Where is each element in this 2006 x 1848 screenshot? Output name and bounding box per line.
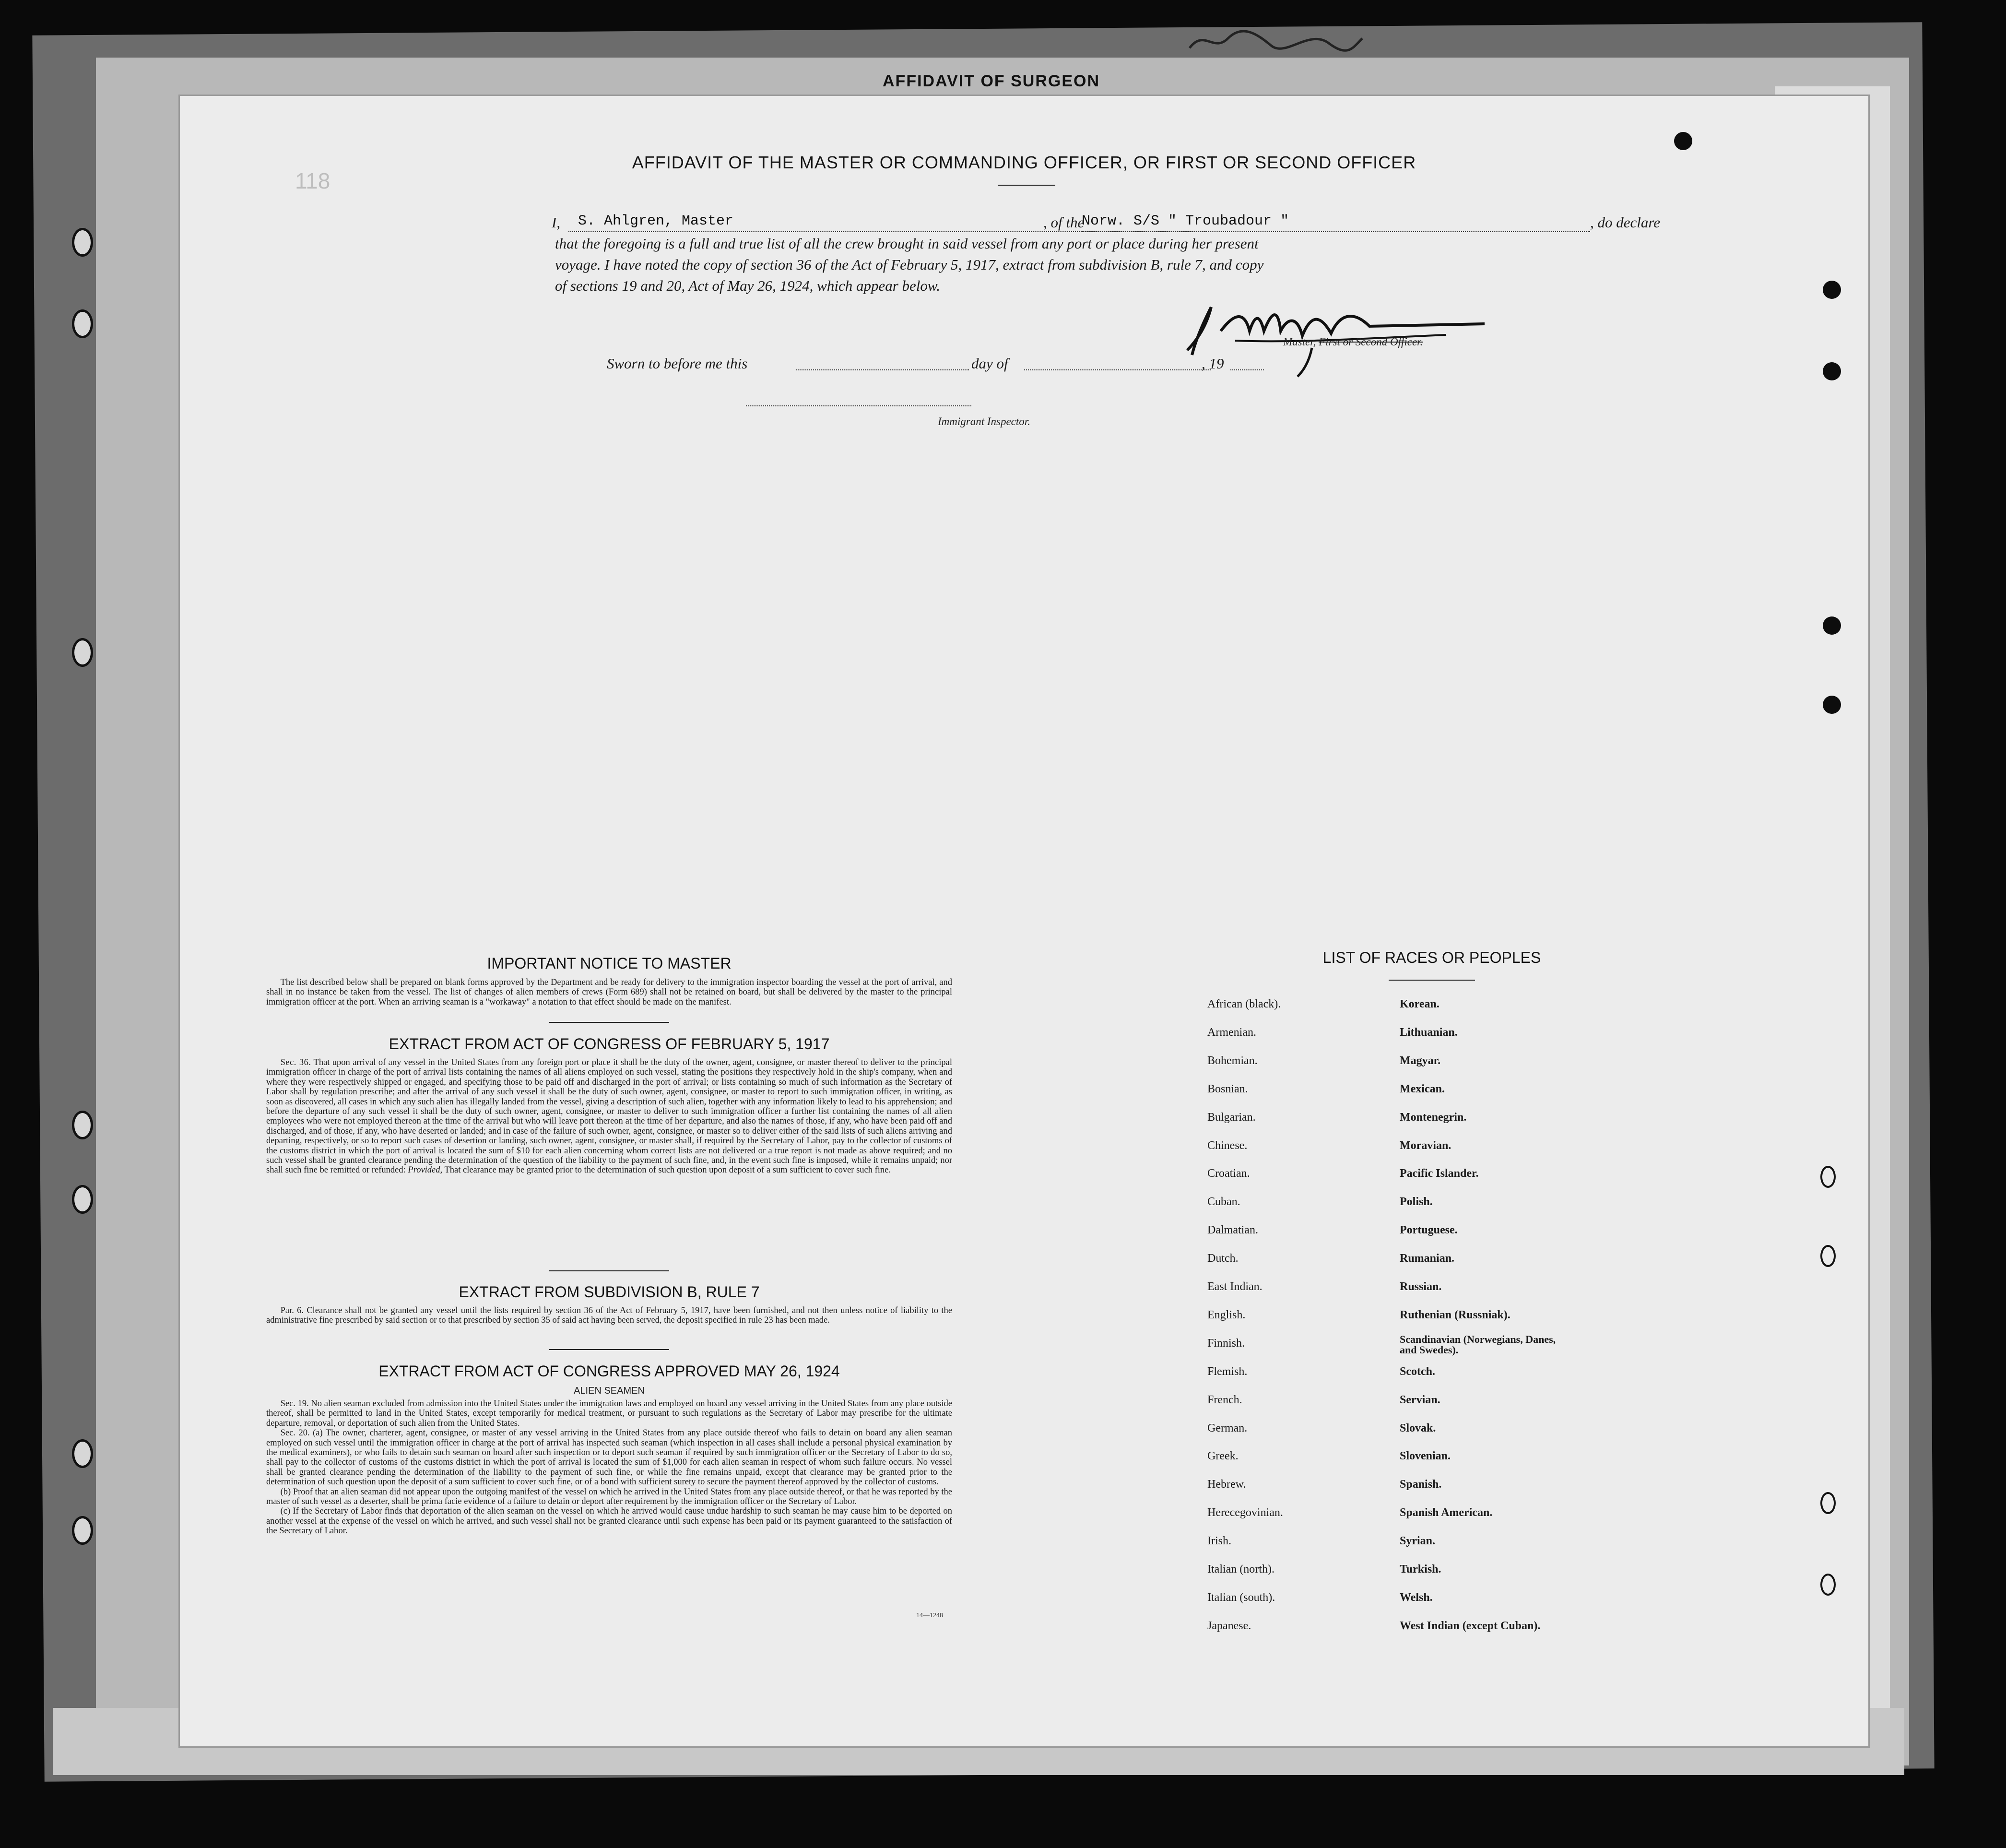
binder-ring-icon xyxy=(72,228,93,257)
race-item: Syrian. xyxy=(1400,1535,1436,1548)
binder-ring-icon xyxy=(1820,1166,1836,1188)
punch-hole-icon xyxy=(1823,616,1841,635)
race-item: Scotch. xyxy=(1400,1365,1435,1378)
handwriting-scribble xyxy=(1185,19,1367,62)
declaration-line-1 xyxy=(552,214,560,231)
year-dotted-line xyxy=(1230,369,1264,370)
race-item: Irish. xyxy=(1207,1535,1231,1548)
race-item: Slovenian. xyxy=(1400,1450,1451,1463)
races-title: LIST OF RACES OR PEOPLES xyxy=(1322,949,1541,966)
race-item: Servian. xyxy=(1400,1393,1440,1406)
binder-ring-icon xyxy=(72,638,93,667)
race-item: Polish. xyxy=(1400,1196,1433,1208)
binder-ring-icon xyxy=(1820,1245,1836,1267)
declaration-line-3: voyage. I have noted the copy of section 36 of the Act of February 5, 1917, extract from subdivision B, rule 7, and copy xyxy=(555,256,1264,273)
sec-36-body: That upon arrival of any vessel in the United States from any foreign port or place it shall be the duty of the owner, agent, consignee, or master thereof to deliver to the principal immigration officer in charge of the port of arrival lists containing the names of all aliens employed on such vessel, stating the positions they respectively hold in the ship's company, when and where they were respectively shipped or engaged, and specifying those to be paid off and discharged in the port of arrival; or lists containing so much of such information as the Secretary of Labor shall by regulation prescribe; and after the arrival of any such vessel it shall be the duty of such owner, agent, consignee, or master to report to such immigration officer, in writing, as soon as discovered, all cases in which any such alien has illegally landed from the vessel, giving a description of such alien, together with any information likely to lead to his apprehension; and before the departure of any such vessel it shall be the duty of such owner, agent, consignee, or master to deliver to such immigration officer a further list containing the names of all alien employees who were not employed thereon at the time of the arrival but who will leave port thereon at the time of her departure, and also the names of those, if any, who have been paid off and discharged, and of those, if any, who have deserted or landed; and in case of the failure of such owner, agent, consignee, or master so to deliver either of the said lists of such aliens arriving and departing, respectively, or so to report such cases of desertion or landing, such owner, agent, consignee, or master shall, if required by the Secretary of Labor, pay to the collector of customs of the customs district in which the port of arrival is located the sum of $10 for each alien concerning whom correct lists are not delivered or a true report is not made as above required; and no such vessel shall be granted clearance pending the determination of the question of the liability to the payment of such fine, and, in the event such fine is imposed, while it remains unpaid; nor shall such fine be remitted or refunded: xyxy=(266,1058,952,1175)
race-item: English. xyxy=(1207,1308,1246,1321)
race-item: Dalmatian. xyxy=(1207,1224,1258,1237)
section-rule xyxy=(549,1270,669,1271)
races-title-rule xyxy=(1389,980,1475,981)
race-item: Italian (north). xyxy=(1207,1563,1274,1576)
race-item: East Indian. xyxy=(1207,1280,1263,1293)
race-item: West Indian (except Cuban). xyxy=(1400,1619,1541,1632)
alien-seamen-subtitle: ALIEN SEAMEN xyxy=(574,1386,645,1396)
race-item: French. xyxy=(1207,1393,1242,1406)
punch-hole-icon xyxy=(1823,696,1841,714)
master-caption: Master, xyxy=(1283,336,1316,348)
vessel-name: Norw. S/S " Troubadour " xyxy=(1082,213,1289,229)
declaration-line-4: of sections 19 and 20, Act of May 26, 1924, which appear below. xyxy=(555,277,941,294)
struck-officer-caption: First or Second Officer. xyxy=(1319,336,1423,348)
race-item: Italian (south). xyxy=(1207,1591,1275,1604)
of-the-label: , of the xyxy=(1043,214,1085,231)
race-item: Moravian. xyxy=(1400,1139,1451,1152)
faint-page-number: 118 xyxy=(295,168,330,193)
race-item: Bohemian. xyxy=(1207,1054,1258,1067)
signature-tail xyxy=(1293,345,1322,379)
notice-text: The list described below shall be prepared on blank forms approved by the Department and be ready for delivery to the immigration inspector boarding the vessel at the port of arrival, and shall in no instance be taken from the vessel. The list of changes of alien members of crews (Form 689) shall not be retained on board, but shall be delivered by the master to the principal immigration officer at the port. When an arriving seaman is a "workaway" a notation to that effect should be made on the manifest. xyxy=(266,978,952,1007)
race-item: Croatian. xyxy=(1207,1167,1250,1180)
race-item: Spanish American. xyxy=(1400,1506,1493,1519)
section-rule xyxy=(549,1022,669,1023)
proviso-label: Provided, xyxy=(408,1165,443,1175)
notice-title: IMPORTANT NOTICE TO MASTER xyxy=(487,955,732,972)
binder-ring-icon xyxy=(72,1439,93,1468)
race-item: Korean. xyxy=(1400,998,1440,1010)
extract-1917-title: EXTRACT FROM ACT OF CONGRESS OF FEBRUARY 5, 1917 xyxy=(389,1035,830,1053)
do-declare-label: , do declare xyxy=(1590,214,1661,231)
race-item: Rumanian. xyxy=(1400,1252,1455,1265)
month-dotted-line xyxy=(1024,369,1211,370)
punch-hole-icon xyxy=(1823,281,1841,299)
surgeon-affidavit-caption: AFFIDAVIT OF SURGEON xyxy=(883,72,1100,90)
sec-20b-text: (b) Proof that an alien seaman did not appear upon the outgoing manifest of the vessel on which he arrived in the United States from any place outside thereof, or that he was reported by the master of such vessel as a deserter, shall be prima facie evidence of a failure to detain or deport after requirement by the immigration officer or the Secretary of Labor. xyxy=(266,1487,952,1507)
extract-1924-title: EXTRACT FROM ACT OF CONGRESS APPROVED MAY 26, 1924 xyxy=(378,1362,840,1380)
sworn-label: Sworn to before me this xyxy=(607,355,748,372)
binder-ring-icon xyxy=(1820,1492,1836,1514)
master-signature xyxy=(1178,297,1494,365)
race-item: Ruthenian (Russniak). xyxy=(1400,1308,1510,1321)
inspector-label: Immigrant Inspector. xyxy=(938,415,1030,427)
section-rule xyxy=(549,1349,669,1350)
race-item: Pacific Islander. xyxy=(1400,1167,1479,1180)
binder-ring-icon xyxy=(72,1185,93,1214)
title-rule xyxy=(998,185,1055,186)
race-item: German. xyxy=(1207,1422,1248,1434)
sec-20c-text: (c) If the Secretary of Labor finds that deportation of the alien seaman on the vessel on which he arrived would cause undue hardship to such seaman he may cause him to be deported on another vessel at the expense of the vessel on which he arrived, and such vessel shall not be granted clearance until such expense has been paid or its payment guaranteed to the satisfaction of the Secretary of Labor. xyxy=(266,1506,952,1536)
day-dotted-line xyxy=(796,369,969,370)
proviso-text: That clearance may be granted prior to the determination of such question upon deposit of a sum sufficient to cover such fine. xyxy=(444,1165,891,1175)
punch-hole-icon xyxy=(1674,132,1692,150)
race-item: Montenegrin. xyxy=(1400,1111,1467,1124)
punch-hole-icon xyxy=(1823,362,1841,380)
i-label: I, xyxy=(552,214,561,231)
extract-1924-body xyxy=(266,1399,952,1536)
binder-ring-icon xyxy=(72,1111,93,1139)
race-item: Bulgarian. xyxy=(1207,1111,1256,1124)
declaration-line-2: that the foregoing is a full and true list of all the crew brought in said vessel from any port or place during her present xyxy=(555,235,1259,252)
race-item: Slovak. xyxy=(1400,1422,1436,1434)
race-item: Turkish. xyxy=(1400,1563,1441,1576)
rule-7-title: EXTRACT FROM SUBDIVISION B, RULE 7 xyxy=(459,1283,760,1301)
race-item: Lithuanian. xyxy=(1400,1026,1458,1039)
master-name: S. Ahlgren, Master xyxy=(578,213,734,229)
inspector-dotted-line xyxy=(746,405,971,406)
rule-7-text: Par. 6. Clearance shall not be granted any vessel until the lists required by section 36 of the Act of February 5, 1917, have been furnished, and not then unless notice of liability to the administrative fine prescribed by said section or to that prescribed by section 35 of said act having been served, the deposit specified in rule 23 has been made. xyxy=(266,1306,952,1326)
race-item: Dutch. xyxy=(1207,1252,1239,1265)
race-item: Chinese. xyxy=(1207,1139,1248,1152)
form-number: 14—1248 xyxy=(916,1612,943,1619)
affidavit-title: AFFIDAVIT OF THE MASTER OR COMMANDING OFFICER, OR FIRST OR SECOND OFFICER xyxy=(632,153,1416,172)
race-item: Scandinavian (Norwegians, Danes, and Swedes). xyxy=(1400,1333,1556,1356)
binder-ring-icon xyxy=(72,309,93,338)
extract-1917-text xyxy=(266,1058,952,1175)
race-item: Armenian. xyxy=(1207,1026,1256,1039)
race-item: Spanish. xyxy=(1400,1478,1442,1491)
race-item: Hebrew. xyxy=(1207,1478,1246,1491)
sec-36-label: Sec. 36. xyxy=(280,1058,311,1067)
sec-19-text: Sec. 19. No alien seaman excluded from admission into the United States under the immigration laws and employed on board any vessel arriving in the United States from any place outside thereof, shall be permitted to land in the United States, except temporarily for medical treatment, or pursuant to such regulations as the Secretary of Labor may prescribe for the ultimate departure, removal, or deportation of such alien from the United States. xyxy=(266,1399,952,1428)
year-prefix: , 19 xyxy=(1202,355,1224,372)
race-item: Finnish. xyxy=(1207,1337,1245,1350)
day-of-label: day of xyxy=(971,355,1008,372)
race-item: Russian. xyxy=(1400,1280,1442,1293)
race-item: Greek. xyxy=(1207,1450,1239,1463)
vessel-dotted-line xyxy=(1082,231,1590,232)
binder-ring-icon xyxy=(72,1516,93,1545)
race-item: Flemish. xyxy=(1207,1365,1248,1378)
affidavit-page xyxy=(180,96,1868,1746)
race-item: Welsh. xyxy=(1400,1591,1433,1604)
binder-ring-icon xyxy=(1820,1574,1836,1596)
race-item: Portuguese. xyxy=(1400,1224,1458,1237)
race-item: Herecegovinian. xyxy=(1207,1506,1283,1519)
race-item: Magyar. xyxy=(1400,1054,1441,1067)
race-item: Japanese. xyxy=(1207,1619,1251,1632)
race-item: Cuban. xyxy=(1207,1196,1240,1208)
race-item: African (black). xyxy=(1207,998,1281,1010)
race-item: Mexican. xyxy=(1400,1082,1445,1095)
race-item: Bosnian. xyxy=(1207,1082,1248,1095)
sec-20a-text: Sec. 20. (a) The owner, charterer, agent, consignee, or master of any vessel arriving in the United States from any place outside thereof who fails to detain on board any alien seaman employed on such vessel until the immigration officer in charge at the port of arrival has inspected such seaman (which inspection in all cases shall include a personal physical examination by the medical examiners), or who fails to detain such seaman on board after such inspection or to deport such seaman if required by such immigration officer or the Secretary of Labor to do so, shall pay to the collector of customs of the customs district in which the port of arrival is located the sum of $1,000 for each alien seaman in respect of whom such failure occurs. No vessel shall be granted clearance pending the determination of the liability to the payment of such fine, or while the fine remains unpaid, except that clearance may be granted prior to the determination of such question upon the deposit of a sum sufficient to cover such fine, or of a bond with sufficient surety to secure the payment thereof approved by the collector of customs. xyxy=(266,1428,952,1487)
